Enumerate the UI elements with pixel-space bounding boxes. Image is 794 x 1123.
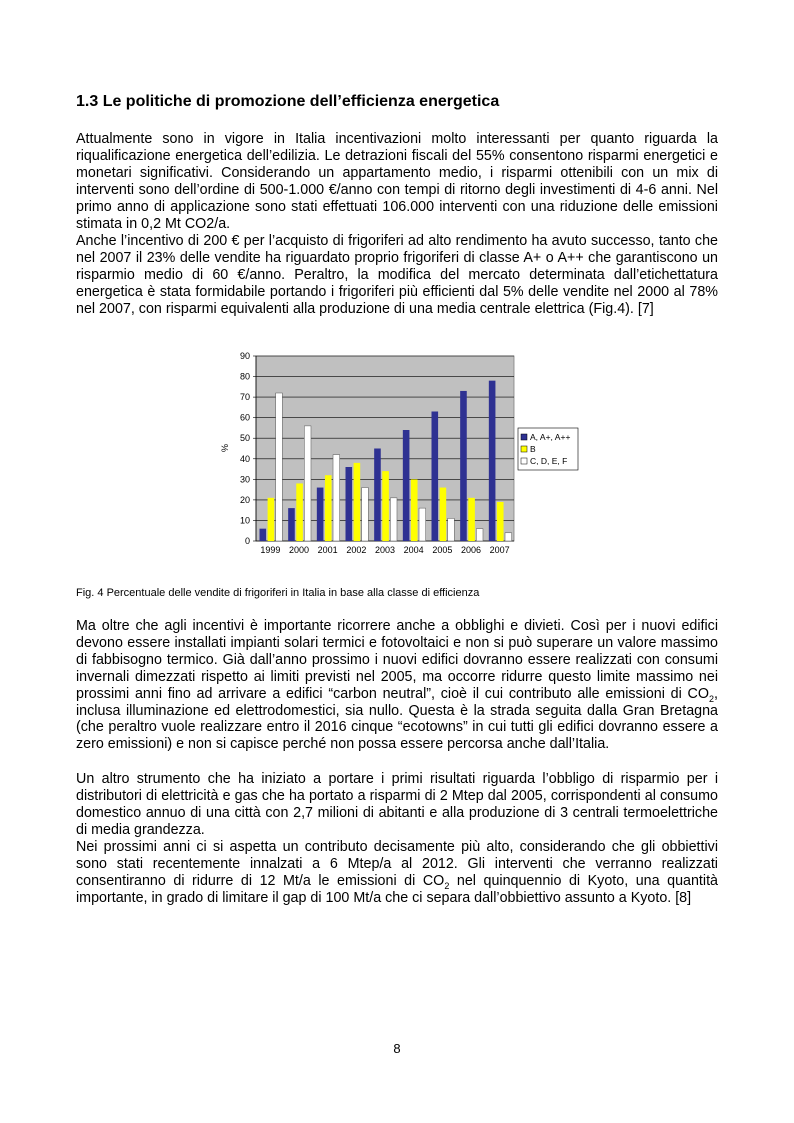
bar — [317, 488, 324, 541]
legend-label: C, D, E, F — [530, 456, 568, 466]
legend-swatch — [521, 446, 527, 452]
paragraph-future-targets — [76, 839, 718, 907]
bar — [489, 381, 496, 541]
legend-label: B — [530, 444, 536, 454]
bar — [296, 483, 303, 541]
p3-text-b: , inclusa illuminazione ed elettrodomestici, sia nullo. Questa è la strada seguita dalla Gran Bretagna (che peraltro vuole realizzare entro il 2016 cinque “ecotowns” in cui tutti gli edifici dovranno essere a zero emissioni) e non si capisce perché non possa essere percorsa anche dall’Italia. — [76, 685, 718, 753]
x-tick-label: 2007 — [489, 545, 510, 555]
figure-caption: Fig. 4 Percentuale delle vendite di frigoriferi in Italia in base alla classe di efficienza — [76, 587, 480, 599]
bar — [268, 498, 275, 541]
p3-subscript: 2 — [709, 693, 715, 704]
bar — [333, 455, 340, 541]
x-tick-label: 2005 — [432, 545, 453, 555]
y-tick-label: 10 — [239, 515, 250, 526]
x-tick-label: 2002 — [346, 545, 367, 555]
bar — [346, 467, 353, 541]
bar — [382, 471, 389, 541]
paragraph-obligations — [76, 618, 718, 753]
bar — [403, 430, 410, 541]
y-tick-label: 90 — [239, 351, 250, 361]
paragraph-savings-obligation: Un altro strumento che ha iniziato a portare i primi risultati riguarda l’obbligo di risparmio per i distributori di elettricità e gas che ha portato a risparmi di 2 Mtep dal 2005, corrispondenti al consumo domestico annuo di una città con 2,7 milioni di abitanti e alla produzione di 3 centrali termoelettriche di media grandezza. — [76, 771, 718, 838]
bar — [374, 449, 381, 542]
bar — [354, 463, 361, 541]
y-tick-label: 20 — [239, 494, 250, 505]
legend-label: A, A+, A++ — [530, 432, 571, 442]
y-tick-label: 30 — [239, 474, 250, 485]
y-tick-label: 40 — [239, 453, 250, 464]
bar — [276, 393, 283, 541]
x-tick-label: 2000 — [288, 545, 310, 555]
bar — [448, 518, 455, 541]
x-tick-label: 2003 — [374, 545, 396, 555]
page-number: 8 — [393, 1041, 401, 1056]
y-tick-label: 80 — [239, 371, 250, 382]
bar — [390, 498, 397, 541]
p5-text-b: nel quinquennio di Kyoto, una quantità importante, in grado di limitare il gap di 100 Mt/a che ci separa dall’obbiettivo assunto a Kyoto. [8] — [76, 872, 718, 906]
x-tick-label: 2004 — [403, 545, 424, 555]
bar — [468, 498, 475, 541]
y-tick-label: 60 — [239, 412, 250, 423]
bar — [440, 488, 447, 541]
x-tick-label: 1999 — [260, 545, 281, 555]
bar — [432, 412, 439, 542]
y-tick-label: 50 — [239, 433, 250, 444]
bar — [505, 533, 512, 541]
p5-text-a: Nei prossimi anni ci si aspetta un contributo decisamente più alto, considerando che gli obbiettivi sono stati recentemente innalzati a 6 Mtep/a al 2012. Gli interventi che verranno realizzati consentiranno di ridurre di 12 Mt/a le emissioni di CO — [76, 839, 718, 889]
bar — [362, 488, 369, 541]
y-tick-label: 70 — [239, 392, 250, 403]
bar — [411, 479, 418, 541]
p5-subscript: 2 — [444, 880, 450, 891]
p3-text-a: Ma oltre che agli incentivi è importante ricorrere anche a obblighi e divieti. Così per i nuovi edifici devono essere installati impianti solari termici e fotovoltaici e non si può superare un valore massimo di fabbisogno termico. Già dall’anno prossimo i nuovi edifici dovranno essere realizzati con consumi invernali dimezzati rispetto ai limiti previsti nel 2005, ma occorre ridurre questo limite massimo nei prossimi anni fino ad arrivare a edifici “carbon neutral”, cioè il cui contributo alle emissioni di CO — [76, 618, 718, 702]
bar — [460, 391, 467, 541]
paragraph-refrigerators: Anche l’incentivo di 200 € per l’acquisto di frigoriferi ad alto rendimento ha avuto successo, tanto che nel 2007 il 23% delle vendite ha riguardato proprio frigoriferi di classe A+ o A++ che garantiscono un risparmio medio di 60 €/anno. Peraltro, la modifica del mercato determinata dall’etichettatura energetica è stata formidabile portando i frigoriferi più efficienti dal 5% delle vendite nel 2000 al 78% nel 2007, con risparmi equivalenti alla produzione di una media centrale elettrica (Fig.4). [7] — [76, 233, 718, 317]
y-tick-label: 0 — [244, 536, 250, 546]
bar — [419, 508, 426, 541]
bar — [497, 502, 504, 541]
bar — [476, 529, 483, 541]
x-tick-label: 2006 — [460, 545, 482, 555]
legend-swatch — [521, 434, 527, 440]
bar — [304, 426, 311, 541]
bar — [325, 475, 332, 541]
paragraph-incentives: Attualmente sono in vigore in Italia incentivazioni molto interessanti per quanto riguarda la riqualificazione energetica dell’edilizia. Le detrazioni fiscali del 55% consentono risparmi energetici e monetari significativi. Considerando un appartamento medio, i risparmi ottenibili con un mix di interventi sono dell’ordine di 500-1.000 €/anno con tempi di ritorno degli investimenti di 4-6 anni. Nel primo anno di applicazione sono stati effettuati 106.000 interventi con una riduzione delle emissioni stimata in 0,2 Mt CO2/a. — [76, 131, 718, 232]
x-tick-label: 2001 — [317, 545, 338, 555]
y-axis-label: % — [220, 443, 230, 453]
refrigerator-sales-chart — [216, 348, 586, 570]
bar — [260, 529, 267, 541]
chart-legend — [518, 428, 578, 470]
legend-swatch — [521, 458, 527, 464]
section-heading: 1.3 Le politiche di promozione dell’efficienza energetica — [76, 93, 500, 110]
bar — [288, 508, 295, 541]
